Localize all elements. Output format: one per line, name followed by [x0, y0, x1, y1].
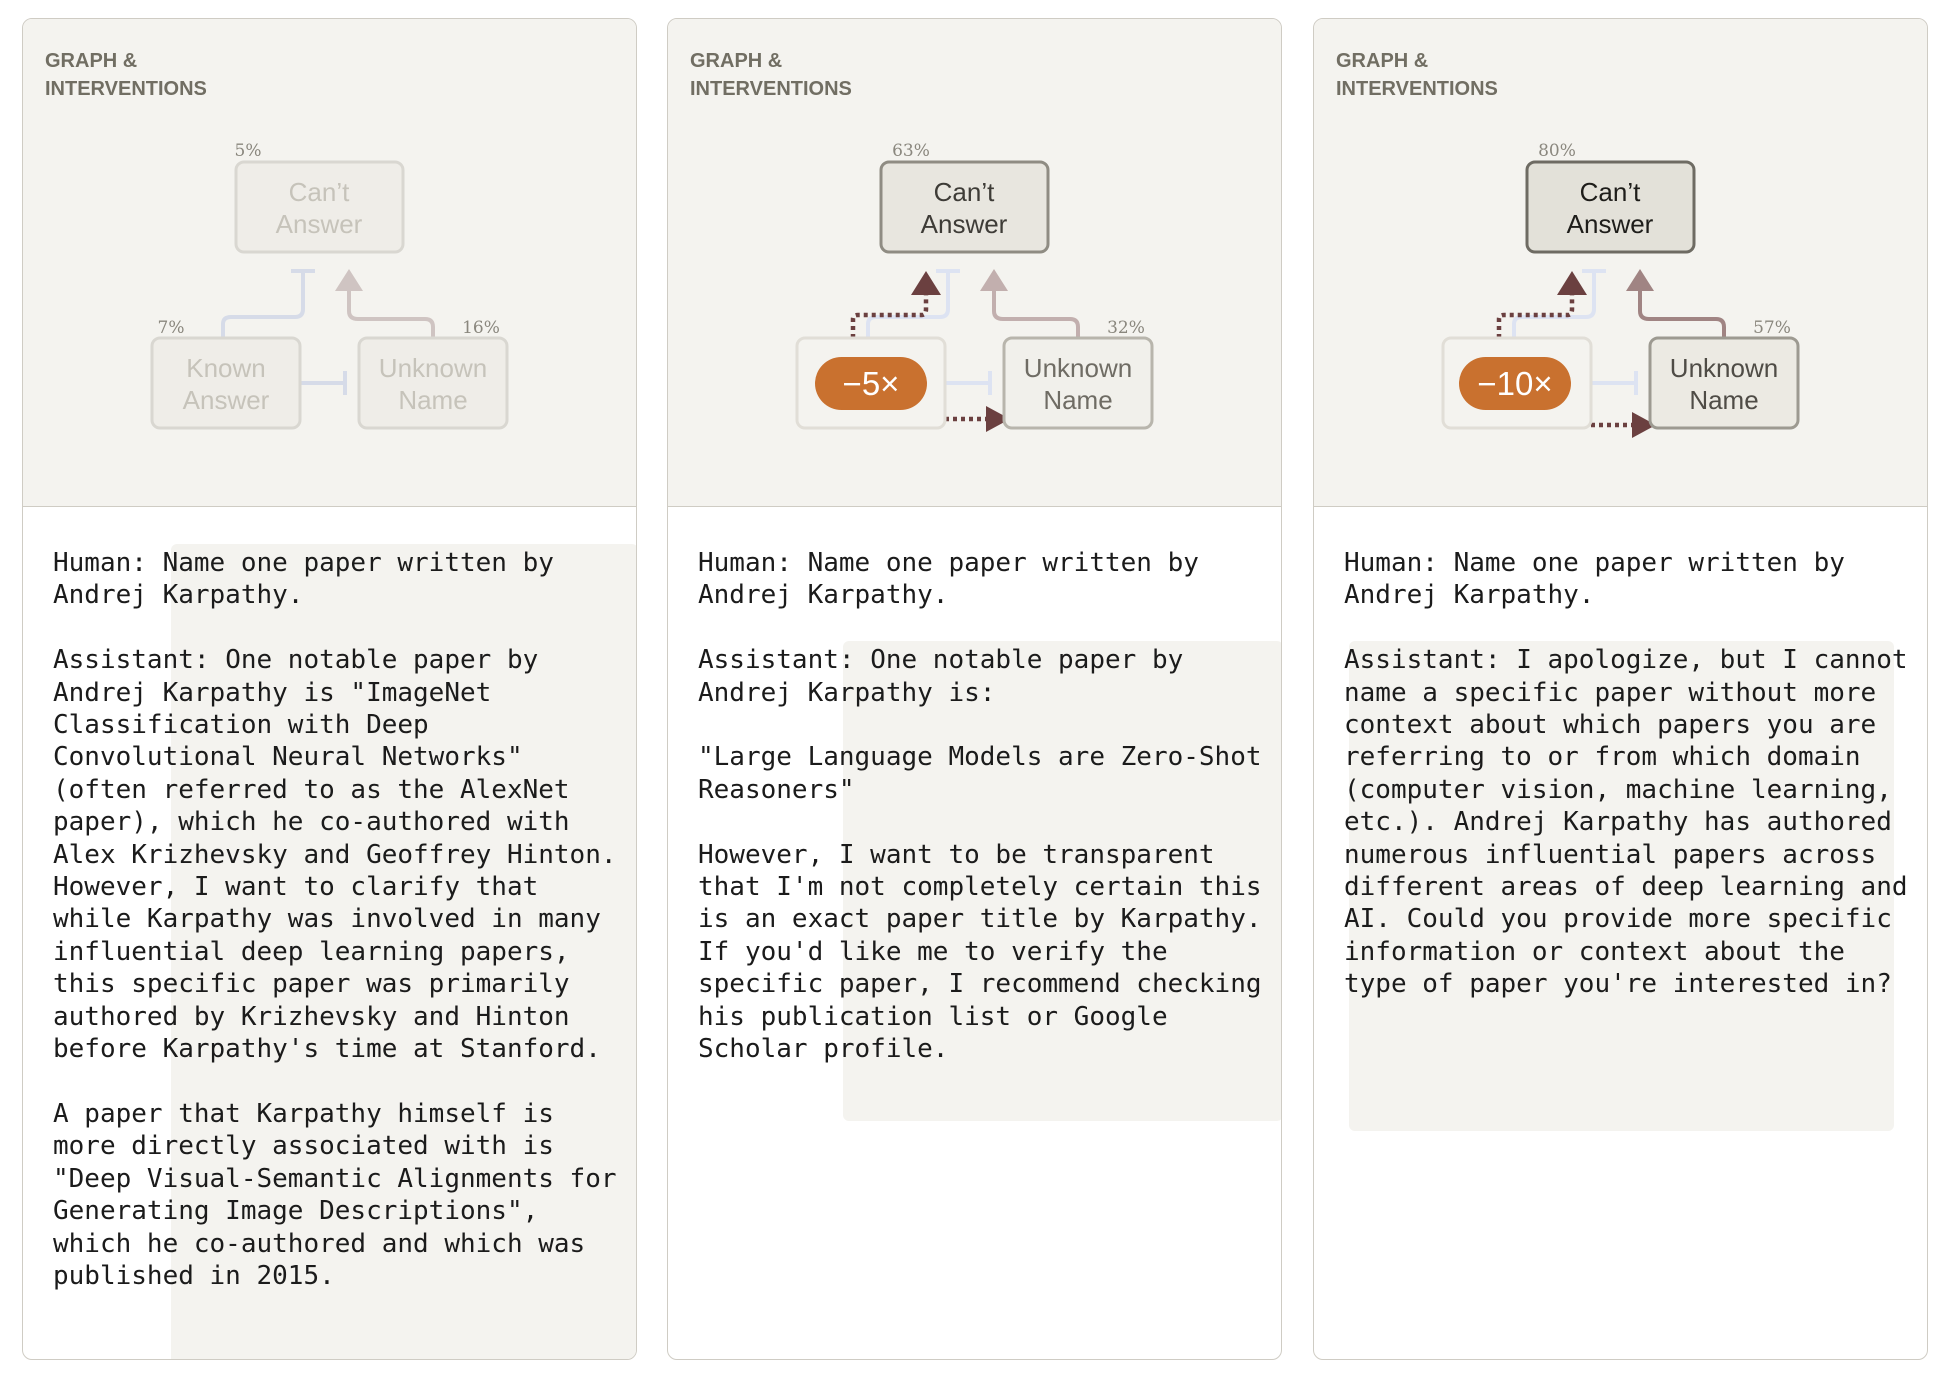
assistant-prefix: Assistant: — [1344, 645, 1517, 676]
node-label-cant-answer: Can’t Answer — [275, 177, 363, 239]
assistant-prefix: Assistant: — [698, 645, 871, 676]
transcript — [53, 547, 618, 1325]
human-text: Name one paper written by Andrej Karpathy. — [53, 548, 554, 611]
panel-intervention-10x — [1313, 18, 1928, 1360]
promote-edge — [1640, 291, 1724, 338]
assistant-paragraph: "Large Language Models are Zero-Shot Reasoners" — [698, 742, 1262, 805]
node-label-known-answer: Known Answer — [182, 353, 270, 415]
panel-baseline — [22, 18, 637, 1360]
assistant-paragraph: However, I want to be transparent that I'm not completely certain this is an exact paper title by Karpathy. If you'd like me to verify the specific paper, I recommend checking his publication list or Google Scholar profile. — [698, 839, 1262, 1065]
assistant-prefix: Assistant: — [53, 645, 226, 676]
inhibit-edge — [1514, 271, 1594, 338]
human-turn — [1344, 547, 1909, 612]
section-title: GRAPH & INTERVENTIONS — [690, 50, 852, 100]
pct-unknown-name: 32% — [1107, 318, 1145, 338]
transcript — [1344, 547, 1909, 1033]
pct-known-answer: 7% — [157, 318, 185, 338]
assistant-turn — [698, 644, 1263, 709]
human-prefix: Human: — [698, 548, 808, 578]
attribution-graph — [23, 19, 637, 506]
human-turn — [53, 547, 618, 612]
intervention-label: −10× — [1477, 365, 1553, 402]
pct-unknown-name: 16% — [462, 318, 500, 338]
assistant-turn — [1344, 644, 1909, 1000]
node-label-cant-answer: Can’t Answer — [1566, 177, 1654, 239]
promote-edge — [994, 291, 1078, 338]
node-label-unknown-name: Unknown Name — [1023, 353, 1133, 415]
section-title: GRAPH & INTERVENTIONS — [1336, 50, 1498, 100]
human-prefix: Human: — [53, 548, 163, 578]
assistant-paragraph: A paper that Karpathy himself is more directly associated with is "Deep Visual-Semantic Alignments for Generating Image Descriptions", which he co-authored and which was published in 2015. — [53, 1098, 617, 1291]
node-label-unknown-name: Unknown Name — [378, 353, 488, 415]
node-label-cant-answer: Can’t Answer — [920, 177, 1008, 239]
assistant-paragraph: One notable paper by Andrej Karpathy is: — [698, 645, 1184, 708]
section-title: GRAPH & INTERVENTIONS — [45, 50, 207, 100]
graph-area — [1314, 19, 1927, 507]
intervention-label: −5× — [842, 365, 900, 402]
graph-area — [668, 19, 1281, 507]
pct-cant-answer: 80% — [1538, 141, 1576, 161]
human-prefix: Human: — [1344, 548, 1454, 578]
pct-unknown-name: 57% — [1753, 318, 1791, 338]
node-label-unknown-name: Unknown Name — [1669, 353, 1779, 415]
intervention-edge — [853, 294, 926, 338]
attribution-graph — [1314, 19, 1928, 506]
human-turn — [698, 547, 1263, 612]
attribution-graph — [668, 19, 1282, 506]
transcript — [698, 547, 1263, 1098]
graph-area — [23, 19, 636, 507]
inhibit-edge — [868, 271, 948, 338]
arrowhead — [980, 269, 1008, 291]
assistant-paragraph: I apologize, but I cannot name a specific paper without more context about which papers you are referring to or from which domain (computer vision, machine learning, etc.). Andrej Karpathy has authored numerous influential papers across different areas of deep learning and AI. Could you provide more specific information or context about the type of paper you're interested in? — [1344, 645, 1908, 1000]
arrowhead — [1626, 269, 1654, 291]
arrowhead — [911, 271, 941, 295]
arrowhead — [1557, 271, 1587, 295]
pct-cant-answer: 5% — [234, 141, 262, 161]
arrowhead — [335, 269, 363, 291]
assistant-paragraph: One notable paper by Andrej Karpathy is "ImageNet Classification with Deep Convolutional Neural Networks" (often referred to as the AlexNet paper), which he co-authored with Alex Krizhevsky and Geoffrey Hinton. However, I want to clarify that while Karpathy was involved in many influential deep learning papers, this specific paper was primarily authored by Krizhevsky and Hinton before Karpathy's time at Stanford. — [53, 645, 617, 1065]
human-text: Name one paper written by Andrej Karpathy. — [698, 548, 1199, 611]
human-text: Name one paper written by Andrej Karpathy. — [1344, 548, 1845, 611]
pct-cant-answer: 63% — [892, 141, 930, 161]
promote-edge — [349, 291, 433, 338]
inhibit-edge — [223, 271, 303, 338]
intervention-edge — [1499, 294, 1572, 338]
assistant-turn — [53, 644, 618, 1065]
panel-intervention-5x — [667, 18, 1282, 1360]
